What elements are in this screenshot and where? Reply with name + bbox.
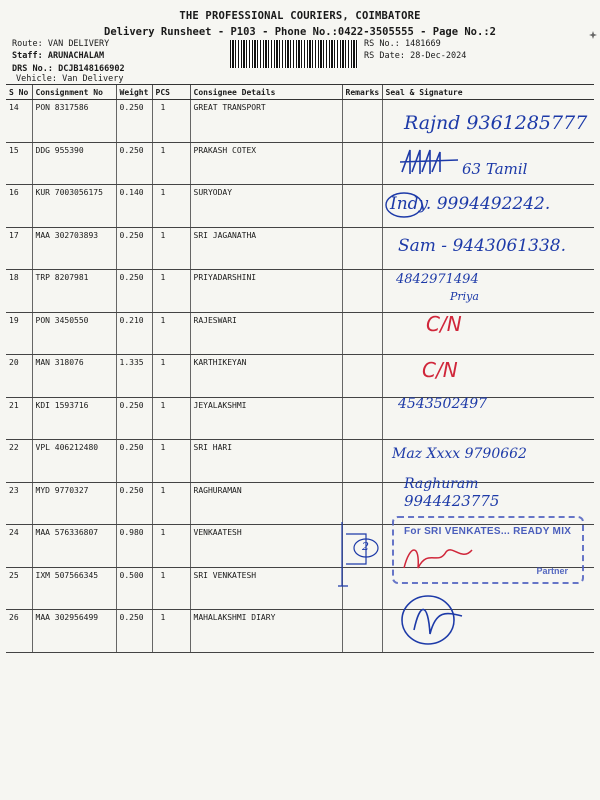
cell-weight: 0.250 (116, 440, 152, 483)
cell-pcs: 1 (152, 142, 190, 185)
signature-row-15: 63 Tamil (462, 160, 528, 178)
cell-consignment: PON 3450550 (32, 312, 116, 355)
signature-row-21: 4543502497 (398, 396, 488, 412)
cell-sno: 14 (6, 100, 32, 143)
cell-consignment: MAA 576336807 (32, 525, 116, 568)
table-row (6, 397, 594, 440)
cell-consignment: PON 8317586 (32, 100, 116, 143)
cell-remarks (342, 482, 382, 525)
rs-no-value: 1481669 (404, 39, 441, 49)
signature-row-18-name: Priya (450, 290, 479, 303)
cell-signature (382, 355, 594, 398)
table-header (6, 85, 594, 100)
cell-weight: 0.210 (116, 312, 152, 355)
signature-row-22: Maz Xxxx 9790662 (392, 446, 527, 462)
signature-row-18-phone: 4842971494 (396, 272, 479, 287)
cell-remarks (342, 100, 382, 143)
cell-consignment: DDG 955390 (32, 142, 116, 185)
cell-consignment: MYD 9770327 (32, 482, 116, 525)
cell-weight: 0.250 (116, 610, 152, 653)
cell-sno: 20 (6, 355, 32, 398)
col-signature: Seal & Signature (382, 85, 594, 100)
cell-pcs: 1 (152, 567, 190, 610)
cell-sno: 15 (6, 142, 32, 185)
route-value: VAN DELIVERY (47, 39, 110, 49)
stamp-partner-line: Partner (536, 566, 568, 576)
cell-remarks (342, 355, 382, 398)
signature-row-23-name: Raghuram (404, 476, 479, 492)
rs-no-label: RS No.: (364, 39, 400, 49)
cell-pcs: 1 (152, 482, 190, 525)
col-sno: S No (6, 85, 32, 100)
cell-sno: 17 (6, 227, 32, 270)
cell-pcs: 1 (152, 270, 190, 313)
cell-sno: 26 (6, 610, 32, 653)
signature-row-17: Sam - 9443061338. (398, 236, 567, 256)
table-row (6, 270, 594, 313)
cell-sno: 19 (6, 312, 32, 355)
cell-sno: 16 (6, 185, 32, 228)
cell-consignment: KUR 7003056175 (32, 185, 116, 228)
cn-mark-row-19: C/N (426, 312, 462, 336)
col-consignment: Consignment No (32, 85, 116, 100)
rs-date-label: RS Date: (364, 51, 405, 61)
cell-weight: 0.140 (116, 185, 152, 228)
drs-value: DCJB148166902 (58, 64, 125, 74)
cn-mark-row-20: C/N (422, 358, 458, 382)
cell-sno: 22 (6, 440, 32, 483)
cell-consignee: SRI VENKATESH (190, 567, 342, 610)
table-row (6, 355, 594, 398)
count-mark-row-24: 2 (362, 540, 369, 553)
col-pcs: PCS (152, 85, 190, 100)
stamp-company-line: For SRI VENKATES... READY MIX (404, 526, 572, 537)
circle-mark-row-16 (384, 190, 424, 220)
signature-row-16: Indy. 9994492242. (390, 194, 551, 214)
cell-weight: 0.980 (116, 525, 152, 568)
cell-sno: 18 (6, 270, 32, 313)
cell-consignee: PRIYADARSHINI (190, 270, 342, 313)
cell-consignee: KARTHIKEYAN (190, 355, 342, 398)
cell-sno: 24 (6, 525, 32, 568)
cell-consignee: RAGHURAMAN (190, 482, 342, 525)
cell-remarks (342, 142, 382, 185)
red-signature-row-25 (398, 538, 478, 578)
rs-no-line (364, 39, 441, 50)
cell-weight: 1.335 (116, 355, 152, 398)
route-label: Route: (12, 39, 43, 49)
cell-remarks (342, 610, 382, 653)
cell-pcs: 1 (152, 312, 190, 355)
barcode (230, 40, 358, 68)
cell-pcs: 1 (152, 227, 190, 270)
staff-value: ARUNACHALAM (47, 51, 105, 61)
cell-consignee: VENKAATESH (190, 525, 342, 568)
cell-weight: 0.250 (116, 100, 152, 143)
cell-consignment: VPL 406212480 (32, 440, 116, 483)
cell-weight: 0.500 (116, 567, 152, 610)
staff-line (12, 51, 104, 62)
route-line (12, 39, 109, 50)
cell-consignment: KDI 1593716 (32, 397, 116, 440)
cell-remarks (342, 312, 382, 355)
col-consignee: Consignee Details (190, 85, 342, 100)
cell-pcs: 1 (152, 610, 190, 653)
cell-consignee: GREAT TRANSPORT (190, 100, 342, 143)
cell-weight: 0.250 (116, 270, 152, 313)
rs-date-value: 28-Dec-2024 (410, 51, 467, 61)
col-remarks: Remarks (342, 85, 382, 100)
cell-sno: 23 (6, 482, 32, 525)
cell-sno: 25 (6, 567, 32, 610)
cell-remarks (342, 270, 382, 313)
vehicle-label: Vehicle: (16, 74, 57, 84)
table-row (6, 610, 594, 653)
cell-consignee: RAJESWARI (190, 312, 342, 355)
cell-consignment: IXM 507566345 (32, 567, 116, 610)
cell-consignee: SRI HARI (190, 440, 342, 483)
drs-label: DRS No.: (12, 64, 53, 74)
star-mark-icon (588, 30, 598, 40)
cell-pcs: 1 (152, 440, 190, 483)
cell-remarks (342, 185, 382, 228)
cell-consignee: SURYODAY (190, 185, 342, 228)
cell-pcs: 1 (152, 397, 190, 440)
table-row (6, 312, 594, 355)
company-title: THE PROFESSIONAL COURIERS, COIMBATORE (179, 10, 421, 22)
runsheet-subtitle: Delivery Runsheet - P103 - Phone No.:0422-3505555 - Page No.:2 (104, 26, 496, 38)
signature-row-23-phone: 9944423775 (404, 492, 500, 510)
staff-label: Staff: (12, 51, 43, 61)
cell-pcs: 1 (152, 355, 190, 398)
scribble-signature-row-15 (398, 148, 464, 176)
signature-row-26 (392, 590, 474, 652)
cell-consignment: TRP 8207981 (32, 270, 116, 313)
cell-consignee: JEYALAKSHMI (190, 397, 342, 440)
cell-pcs: 1 (152, 525, 190, 568)
cell-remarks (342, 440, 382, 483)
cell-weight: 0.250 (116, 397, 152, 440)
cell-pcs: 1 (152, 185, 190, 228)
cell-consignee: PRAKASH COTEX (190, 142, 342, 185)
cell-consignee: SRI JAGANATHA (190, 227, 342, 270)
col-weight: Weight (116, 85, 152, 100)
cell-remarks (342, 397, 382, 440)
cell-signature (382, 312, 594, 355)
cell-pcs: 1 (152, 100, 190, 143)
cell-consignee: MAHALAKSHMI DIARY (190, 610, 342, 653)
cell-consignment: MAA 302956499 (32, 610, 116, 653)
rs-date-line (364, 51, 466, 62)
cell-weight: 0.250 (116, 227, 152, 270)
bracket-mark-rows-24-25 (336, 520, 386, 592)
cell-weight: 0.250 (116, 482, 152, 525)
vehicle-value: Van Delivery (62, 74, 124, 84)
cell-weight: 0.250 (116, 142, 152, 185)
cell-consignment: MAN 318076 (32, 355, 116, 398)
cell-sno: 21 (6, 397, 32, 440)
signature-row-14: Rajnd 9361285777 (404, 112, 588, 134)
cell-consignment: MAA 302703893 (32, 227, 116, 270)
cell-remarks (342, 227, 382, 270)
